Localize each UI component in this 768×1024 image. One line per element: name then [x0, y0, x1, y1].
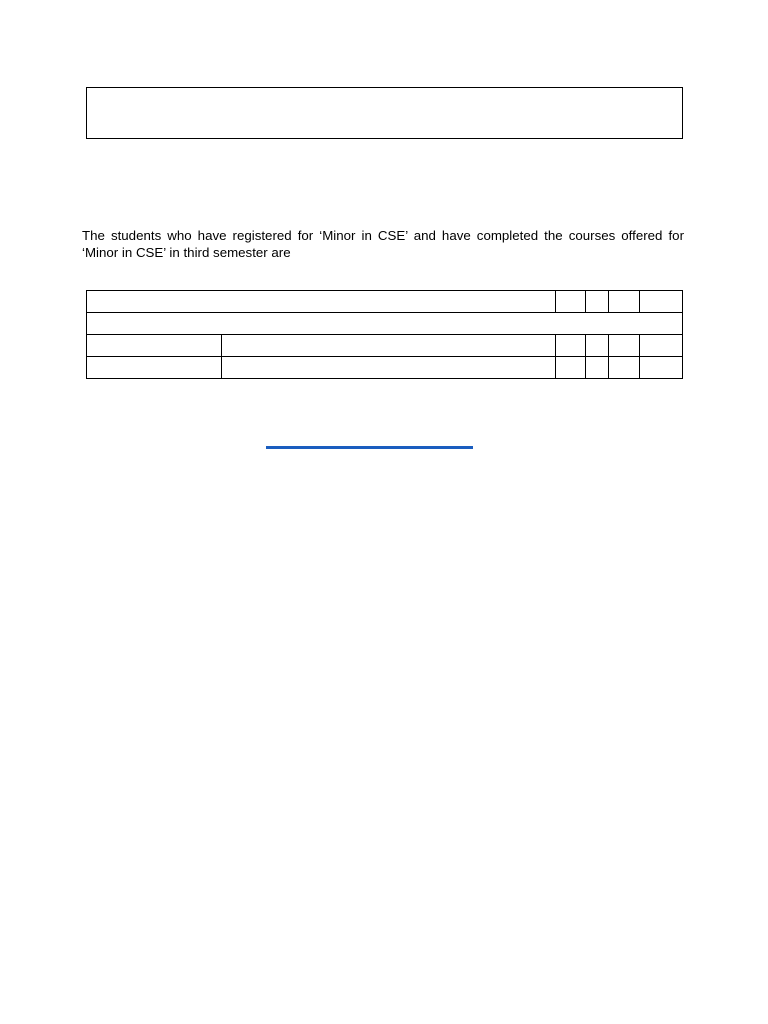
table-cell	[609, 335, 639, 357]
table-cell	[87, 335, 222, 357]
table-cell	[639, 357, 682, 379]
table-row	[87, 335, 683, 357]
table-cell	[87, 291, 556, 313]
table-row	[87, 357, 683, 379]
table-header-row	[87, 291, 683, 313]
table-cell	[555, 291, 585, 313]
table-cell	[87, 357, 222, 379]
table-cell	[222, 335, 556, 357]
table-cell	[555, 335, 585, 357]
table-cell	[586, 357, 609, 379]
table-cell	[609, 357, 639, 379]
table-cell	[639, 291, 682, 313]
course-table	[86, 290, 683, 379]
table-cell	[639, 335, 682, 357]
table-cell	[555, 357, 585, 379]
table-cell	[609, 291, 639, 313]
table-cell	[586, 291, 609, 313]
table-section-row	[87, 313, 683, 335]
table-cell	[87, 313, 683, 335]
link-underline[interactable]	[266, 446, 473, 449]
intro-paragraph: The students who have registered for ‘Minor in CSE’ and have completed the courses offered for ‘Minor in CSE’ in third semester are	[82, 228, 684, 260]
header-box	[86, 87, 683, 139]
table-cell	[222, 357, 556, 379]
table-cell	[586, 335, 609, 357]
